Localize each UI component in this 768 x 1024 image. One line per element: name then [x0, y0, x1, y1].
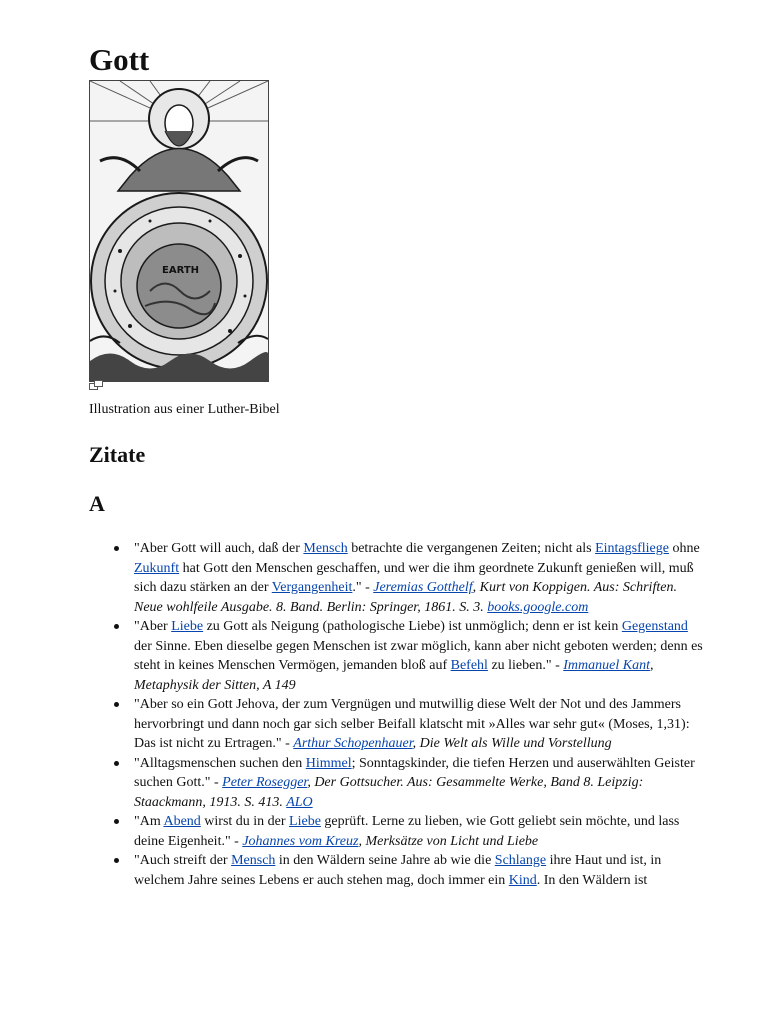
quote-text: geprüft. Lerne zu lieben, wie Gott geliebt sein möchte, und lass deine Eigenheit." -	[134, 814, 680, 849]
quote-text: . In den Wäldern ist	[536, 872, 648, 888]
quote-text: zu Gott als Neigung (pathologische Liebe) ist unmöglich; denn er ist kein	[203, 619, 622, 634]
enlarge-icon[interactable]	[89, 380, 103, 390]
quote-item	[134, 695, 706, 754]
quote-text: hat Gott den Menschen geschaffen, und wer die ihm geordnete Zukunft genießen will, muß sich dazu stärken an der	[134, 560, 694, 595]
source-link[interactable]: Johannes vom Kreuz	[242, 833, 359, 849]
source-link[interactable]: ALO	[286, 794, 313, 810]
quote-source: , Metaphysik der Sitten, A 149	[134, 658, 654, 693]
wiki-link[interactable]: Befehl	[450, 658, 488, 673]
quote-source: , Kurt von Koppigen. Aus: Schriften. Neue wohlfeile Ausgabe. 8. Band. Berlin: Springer, 1861. S. 3.	[134, 580, 677, 615]
quote-item	[134, 617, 706, 695]
source-link[interactable]: books.google.com	[487, 599, 589, 615]
illustration-earth-label: EARTH	[162, 265, 200, 276]
quote-text: "Aber	[134, 619, 172, 634]
quote-item	[134, 851, 706, 890]
luther-bible-illustration[interactable]	[89, 80, 269, 382]
source-link[interactable]: Immanuel Kant	[563, 658, 650, 673]
wiki-link[interactable]: Schlange	[494, 853, 547, 868]
wiki-link[interactable]: Liebe	[289, 814, 321, 829]
quote-text: in den Wäldern seine Jahre ab wie die	[275, 853, 495, 868]
wiki-link[interactable]: Mensch	[231, 853, 276, 868]
source-link[interactable]: Jeremias Gotthelf	[373, 580, 473, 595]
quote-item	[134, 539, 706, 617]
quote-text: ; Sonntagskinder, die tiefen Herzen und auserwählten Geister suchen Gott." -	[134, 755, 695, 790]
quote-text: wirst du in der	[200, 814, 290, 829]
quote-source: , Der Gottsucher. Aus: Gesammelte Werke, Band 8. Leipzig: Staackmann, 1913. S. 413.	[134, 775, 644, 810]
quote-item	[134, 754, 706, 813]
wiki-link[interactable]: Eintagsfliege	[595, 541, 669, 556]
wiki-link[interactable]: Kind	[508, 872, 537, 888]
source-link[interactable]: Arthur Schopenhauer	[293, 736, 413, 751]
quote-text: zu lieben." -	[487, 658, 564, 673]
wiki-link[interactable]: Mensch	[303, 541, 348, 556]
source-link[interactable]: Peter Rosegger	[222, 775, 308, 790]
wiki-link[interactable]: Vergangenheit	[271, 580, 353, 595]
wiki-link[interactable]: Liebe	[171, 619, 204, 634]
quote-text: "Aber Gott will auch, daß der	[134, 541, 304, 556]
quote-text: ihre Haut und ist, in welchem Jahre seines Lebens er auch stehen mag, doch immer ein	[134, 853, 662, 888]
quote-text: "Auch streift der	[134, 853, 232, 868]
quote-text: "Alltagsmenschen suchen den	[134, 755, 306, 771]
quote-text: ohne	[668, 541, 700, 556]
quote-text: betrachte die vergangenen Zeiten; nicht als	[347, 541, 596, 556]
quote-source: , Die Welt als Wille und Vorstellung	[412, 736, 612, 751]
wiki-link[interactable]: Abend	[163, 814, 201, 829]
illustration-drawing	[90, 81, 268, 381]
subsection-heading-a: A	[89, 491, 105, 516]
figure-caption: Illustration aus einer Luther-Bibel	[89, 402, 280, 417]
quote-text: "Am	[134, 814, 164, 829]
quote-list	[134, 539, 706, 890]
wiki-link[interactable]: Gegenstand	[621, 619, 688, 634]
section-heading-zitate: Zitate	[89, 442, 146, 467]
page-title: Gott	[89, 42, 150, 77]
wiki-link[interactable]: Himmel	[305, 755, 352, 771]
quote-text: "Aber so ein Gott Jehova, der zum Vergnügen und mutwillig diese Welt der Not und des Jammers hervorbringt und dann noch gar sich selber Beifall klatscht mit »Alles war sehr gut« (Moses, 1,31): Das ist nicht zu Ertragen." -	[134, 697, 690, 751]
quote-text: ." -	[352, 580, 374, 595]
quote-text: der Sinne. Eben dieselbe gegen Menschen ist zwar möglich, kann aber nicht geboten werden; denn es steht in keines Menschen Vermögen, jemanden bloß auf	[134, 638, 703, 673]
wiki-link[interactable]: Zukunft	[134, 560, 180, 576]
quote-item	[134, 812, 706, 851]
quote-source: , Merksätze von Licht und Liebe	[358, 833, 539, 849]
